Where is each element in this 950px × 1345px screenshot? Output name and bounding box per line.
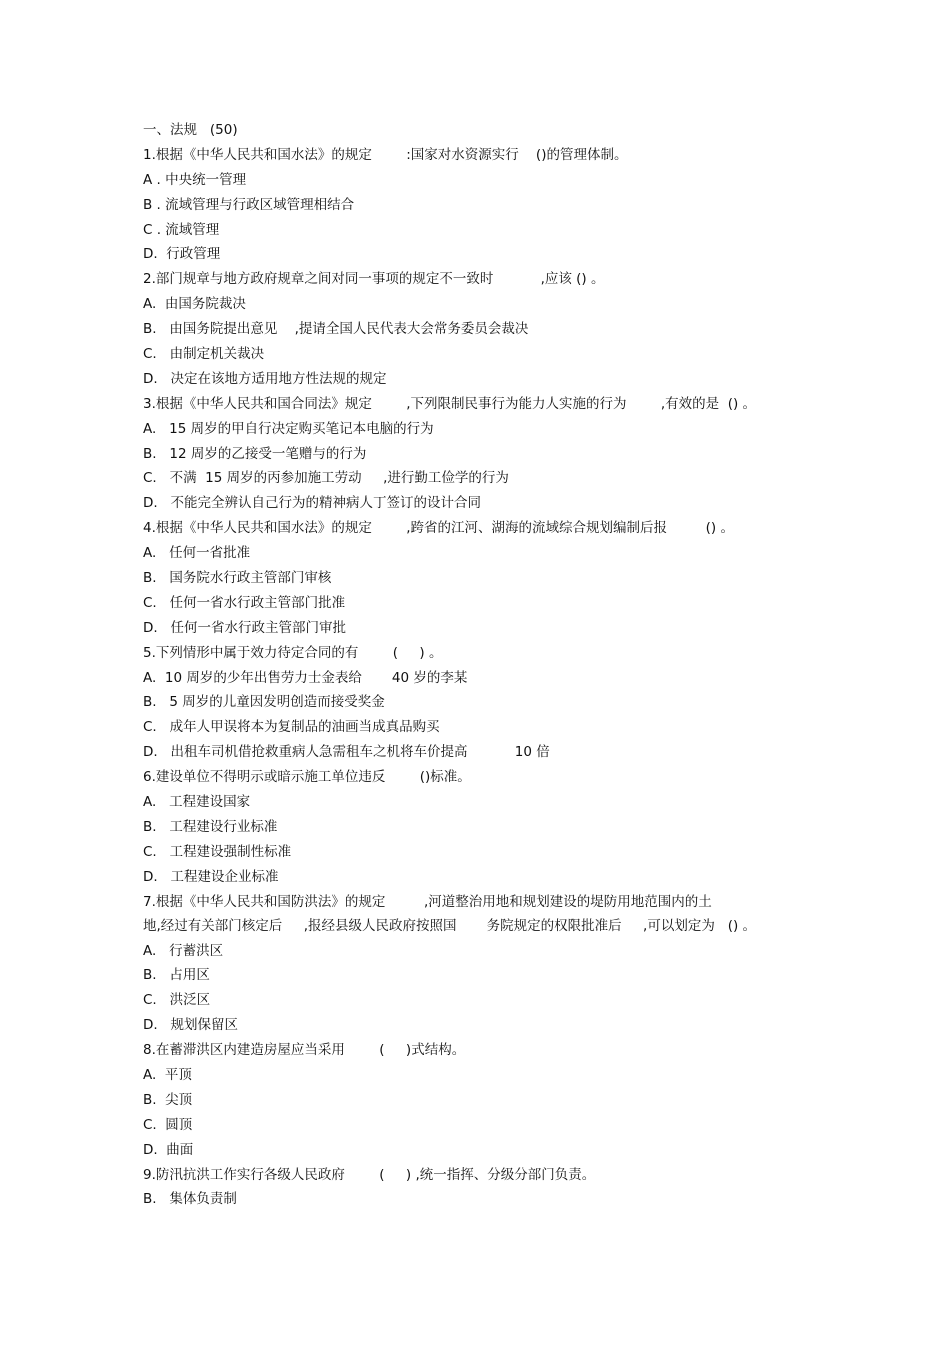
q5-option-d: D. 出租车司机借抢救重病人急需租车之机将车价提高 10 倍 [143,744,550,761]
q8-option-c: C. 圆顶 [143,1116,193,1133]
question-9: 9.防汛抗洪工作实行各级人民政府 ( ) ,统一指挥、分级分部门负责。 [143,1166,596,1183]
q4-option-c: C. 任何一省水行政主管部门批准 [143,594,346,611]
question-7-line-2: 地,经过有关部门核定后 ,报经县级人民政府按照国 务院规定的权限批准后 ,可以划定为 () 。 [143,917,757,934]
q8-option-b: B. 尖顶 [143,1091,193,1108]
q1-option-c: C . 流域管理 [143,221,220,238]
question-5: 5.下列情形中属于效力待定合同的有 ( ) 。 [143,644,443,661]
q1-option-d: D. 行政管理 [143,246,221,263]
q9-option-b: B. 集体负责制 [143,1191,237,1208]
q1-option-b: B . 流域管理与行政区域管理相结合 [143,196,355,213]
q1-option-a: A . 中央统一管理 [143,171,247,188]
q6-option-d: D. 工程建设企业标准 [143,868,279,885]
q4-option-b: B. 国务院水行政主管部门审核 [143,570,332,587]
q7-option-a: A. 行蓄洪区 [143,942,224,959]
question-3: 3.根据《中华人民共和国合同法》规定 ,下列限制民事行为能力人实施的行为 ,有效的是 () 。 [143,395,757,412]
q3-option-c: C. 不满 15 周岁的丙参加施工劳动 ,进行勤工俭学的行为 [143,470,509,487]
q8-option-a: A. 平顶 [143,1066,192,1083]
q2-option-b: B. 由国务院提出意见 ,提请全国人民代表大会常务委员会裁决 [143,321,529,338]
question-4: 4.根据《中华人民共和国水法》的规定 ,跨省的江河、湖海的流域综合规划编制后报 () 。 [143,520,734,537]
q3-option-a: A. 15 周岁的甲自行决定购买笔记本电脑的行为 [143,420,434,437]
question-2: 2.部门规章与地方政府规章之间对同一事项的规定不一致时 ,应该 () 。 [143,271,605,288]
question-8: 8.在蓄滞洪区内建造房屋应当采用 ( )式结构。 [143,1042,466,1059]
section-heading: 一、法规 (50) [143,122,238,138]
q7-option-b: B. 占用区 [143,967,210,984]
q4-option-d: D. 任何一省水行政主管部门审批 [143,619,347,636]
q8-option-d: D. 曲面 [143,1141,194,1158]
q4-option-a: A. 任何一省批准 [143,545,251,562]
q2-option-a: A. 由国务院裁决 [143,296,246,313]
q5-option-b: B. 5 周岁的儿童因发明创造而接受奖金 [143,694,385,711]
document-body [143,118,823,1212]
q6-option-c: C. 工程建设强制性标准 [143,843,292,860]
q7-option-c: C. 洪泛区 [143,992,211,1009]
q3-option-b: B. 12 周岁的乙接受一笔赠与的行为 [143,445,367,462]
question-7-line-1: 7.根据《中华人民共和国防洪法》的规定 ,河道整治用地和规划建设的堤防用地范围内的土 [143,893,712,910]
q5-option-a: A. 10 周岁的少年出售劳力士金表给 40 岁的李某 [143,669,468,686]
q6-option-a: A. 工程建设国家 [143,794,251,811]
question-6: 6.建设单位不得明示或暗示施工单位违反 ()标准。 [143,769,471,786]
q2-option-d: D. 决定在该地方适用地方性法规的规定 [143,370,387,387]
q5-option-c: C. 成年人甲误将本为复制品的油画当成真品购买 [143,719,440,736]
q6-option-b: B. 工程建设行业标准 [143,818,278,835]
q3-option-d: D. 不能完全辨认自己行为的精神病人丁签订的设计合同 [143,495,482,512]
q7-option-d: D. 规划保留区 [143,1017,239,1034]
question-1: 1.根据《中华人民共和国水法》的规定 :国家对水资源实行 ()的管理体制。 [143,146,628,163]
q2-option-c: C. 由制定机关裁决 [143,346,265,363]
